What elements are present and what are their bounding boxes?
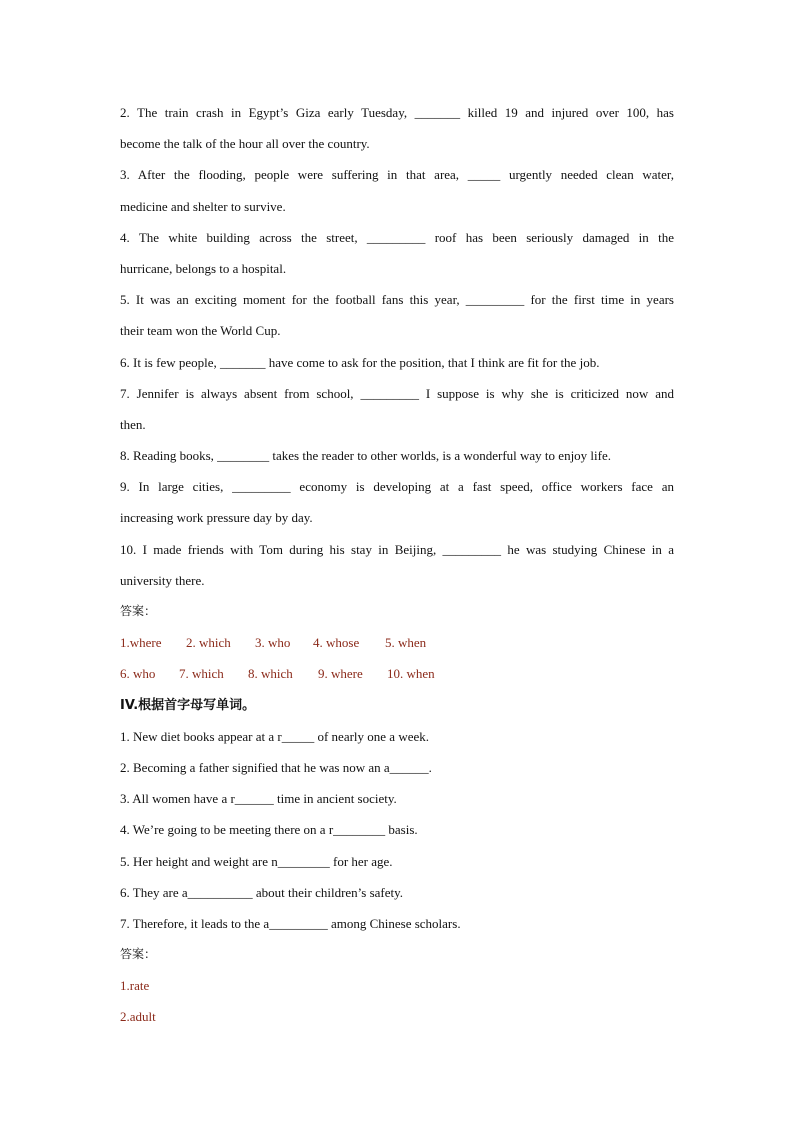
answer-item: 1.where [120, 635, 162, 651]
answer-item: 9. where [318, 666, 363, 682]
answer-item: 5. when [385, 635, 427, 651]
section4-question-7: 7. Therefore, it leads to the a_________ among Chinese scholars. [120, 915, 461, 931]
question-2-line-1: 2. The train crash in Egypt’s Giza early Tuesday, _______ killed 19 and injured over 100, has [120, 105, 674, 120]
document-page [120, 97, 674, 1033]
question-10-line-1: 10. I made friends with Tom during his stay in Beijing, _________ he was studying Chinese in a [120, 541, 674, 557]
question-3-line-1: 3. After the flooding, people were suffering in that area, _____ urgently needed clean water, [120, 167, 674, 183]
question-2-line-2: become the talk of the hour all over the country. [120, 136, 370, 152]
section4-answer-1: 1.rate [120, 978, 150, 994]
section3-questions [120, 97, 674, 596]
answer-item: 7. which [179, 666, 224, 682]
question-3-line-2: medicine and shelter to survive. [120, 198, 286, 214]
section4-question-6: 6. They are a__________ about their children’s safety. [120, 884, 404, 900]
question-4-line-2: hurricane, belongs to a hospital. [120, 260, 287, 276]
question-7-line-1: 7. Jennifer is always absent from school, _________ I suppose is why she is criticized now and [120, 385, 674, 401]
section4-heading: IV.根据首字母写单词。 [120, 697, 256, 713]
section3-answers-row-2 [120, 658, 674, 689]
section3-answers-row-1 [120, 627, 674, 658]
answer-item: 10. when [387, 666, 435, 682]
question-7-line-2: then. [120, 416, 146, 432]
answer-item: 8. which [248, 666, 293, 682]
question-5-line-1: 5. It was an exciting moment for the football fans this year, _________ for the first time in years [120, 292, 674, 308]
answer-item: 3. who [255, 635, 291, 651]
answer-item: 4. whose [313, 635, 360, 651]
answer-item: 2. which [186, 635, 231, 651]
answer-item: 6. who [120, 666, 156, 682]
section4-question-3: 3. All women have a r______ time in ancient society. [120, 791, 397, 807]
section4-answer-label: 答案： [120, 947, 157, 962]
question-9-line-2: increasing work pressure day by day. [120, 510, 313, 526]
section4-questions [120, 721, 674, 939]
question-6-line-1: 6. It is few people, _______ have come to ask for the position, that I think are fit for the job. [120, 354, 600, 370]
question-8-line-1: 8. Reading books, ________ takes the reader to other worlds, is a wonderful way to enjoy life. [120, 448, 611, 464]
section4-question-4: 4. We’re going to be meeting there on a r________ basis. [120, 822, 418, 838]
section4-question-5: 5. Her height and weight are n________ for her age. [120, 853, 393, 869]
question-4-line-1: 4. The white building across the street, _________ roof has been seriously damaged in the [120, 229, 674, 245]
section4-answer-2: 2.adult [120, 1009, 156, 1025]
question-10-line-2: university there. [120, 572, 205, 588]
section4-question-2: 2. Becoming a father signified that he was now an a______. [120, 759, 432, 775]
section4-question-1: 1. New diet books appear at a r_____ of nearly one a week. [120, 728, 429, 744]
section3-answer-label: 答案： [120, 604, 157, 618]
question-5-line-2: their team won the World Cup. [120, 323, 281, 339]
question-9-line-1: 9. In large cities, _________ economy is developing at a fast speed, office workers face an [120, 479, 674, 495]
